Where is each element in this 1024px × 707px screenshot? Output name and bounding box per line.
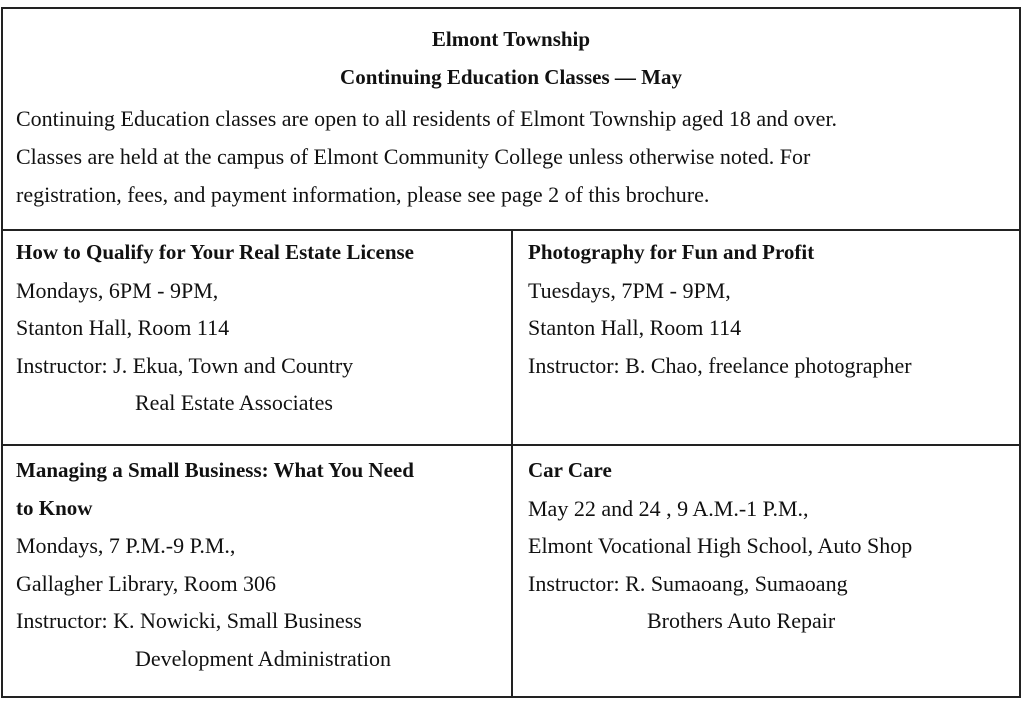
class-title: Car Care <box>528 458 612 482</box>
class-cell-photography <box>528 234 912 384</box>
intro-line: registration, fees, and payment information, please see page 2 of this brochure. <box>16 182 710 207</box>
table-header <box>3 9 1019 231</box>
class-location: Stanton Hall, Room 114 <box>528 315 742 340</box>
class-instructor: Instructor: K. Nowicki, Small Business <box>16 608 362 633</box>
schedule-subtitle: Continuing Education Classes — May <box>340 65 682 89</box>
township-title: Elmont Township <box>431 27 591 51</box>
class-schedule: Mondays, 6PM - 9PM, <box>16 277 219 303</box>
class-cell-real-estate <box>16 234 414 422</box>
column-divider <box>511 231 513 696</box>
class-instructor-continued: Brothers Auto Repair <box>647 608 836 633</box>
class-schedule-table <box>1 7 1021 698</box>
class-schedule: May 22 and 24 , 9 A.M.-1 P.M., <box>528 495 809 521</box>
class-title: How to Qualify for Your Real Estate License <box>16 240 414 264</box>
class-instructor-continued: Development Administration <box>135 645 392 671</box>
class-instructor: Instructor: B. Chao, freelance photographer <box>528 352 912 378</box>
class-schedule: Tuesdays, 7PM - 9PM, <box>528 277 731 303</box>
class-title: Photography for Fun and Profit <box>528 240 815 264</box>
class-cell-small-business <box>16 452 414 677</box>
class-title-continued: to Know <box>16 495 93 520</box>
class-cell-car-care <box>528 452 912 640</box>
intro-line: Continuing Education classes are open to all residents of Elmont Township aged 18 and over. <box>16 106 838 131</box>
intro-paragraph <box>16 100 1016 214</box>
class-title: Managing a Small Business: What You Need <box>16 458 414 482</box>
row-divider <box>3 444 1019 446</box>
class-location: Gallagher Library, Room 306 <box>16 570 277 596</box>
class-location: Elmont Vocational High School, Auto Shop <box>528 533 913 558</box>
class-instructor: Instructor: J. Ekua, Town and Country <box>16 352 354 378</box>
class-instructor-continued: Real Estate Associates <box>135 390 333 415</box>
class-schedule: Mondays, 7 P.M.-9 P.M., <box>16 533 236 558</box>
class-instructor: Instructor: R. Sumaoang, Sumaoang <box>528 570 848 596</box>
class-location: Stanton Hall, Room 114 <box>16 315 230 340</box>
intro-line: Classes are held at the campus of Elmont Community College unless otherwise noted. For <box>16 144 811 169</box>
